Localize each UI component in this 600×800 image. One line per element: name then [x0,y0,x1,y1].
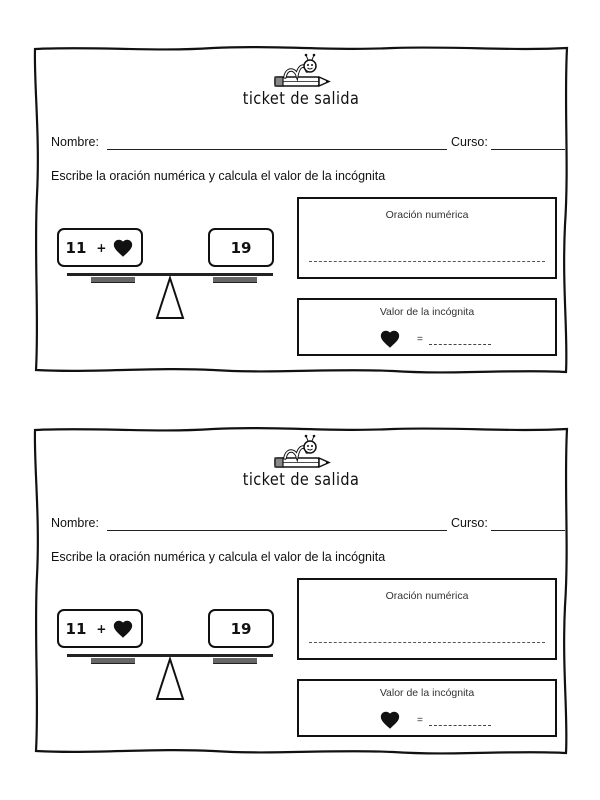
name-label: Nombre: [51,135,99,149]
course-field[interactable] [491,530,565,531]
name-field[interactable] [107,149,447,150]
course-label: Curso: [451,516,488,530]
course-field[interactable] [491,149,565,150]
ticket-title: ticket de salida [242,89,360,109]
scale-fulcrum [155,276,185,320]
pencil-worm-logo [269,53,339,89]
unknown-value-title: Valor de la incógnita [379,687,475,699]
name-course-row [51,514,551,534]
numeric-sentence-answer-line[interactable] [309,261,545,262]
equals-sign: = [417,334,423,345]
balance-scale [51,609,291,719]
name-course-row [51,133,551,153]
numeric-sentence-title: Oración numérica [385,209,469,221]
left-pan-expression [57,228,143,267]
left-number: 11 [65,238,87,257]
numeric-sentence-box [297,578,557,660]
exit-ticket [33,426,569,756]
instruction-text: Escribe la oración numérica y calcula el valor de la incógnita [51,169,386,183]
name-label: Nombre: [51,516,99,530]
right-number: 19 [230,238,252,257]
left-plate [91,658,135,664]
exit-ticket [33,45,569,375]
plus-operator: + [96,240,107,255]
right-plate [213,658,257,664]
left-number: 11 [65,619,87,638]
ticket-title: ticket de salida [242,470,360,490]
right-pan-value [208,228,274,267]
plus-operator: + [96,621,107,636]
scale-fulcrum [155,657,185,701]
course-label: Curso: [451,135,488,149]
unknown-value-box [297,298,557,356]
heart-icon [112,618,134,640]
balance-scale [51,228,291,338]
left-pan-expression [57,609,143,648]
equals-sign: = [417,715,423,726]
heart-icon [379,328,401,350]
unknown-value-box [297,679,557,737]
right-plate [213,277,257,283]
unknown-value-answer-line[interactable] [429,725,491,726]
left-plate [91,277,135,283]
numeric-sentence-answer-line[interactable] [309,642,545,643]
numeric-sentence-title: Oración numérica [385,590,469,602]
right-number: 19 [230,619,252,638]
heart-icon [379,709,401,731]
unknown-value-title: Valor de la incógnita [379,306,475,318]
right-pan-value [208,609,274,648]
pencil-worm-logo [269,434,339,470]
numeric-sentence-box [297,197,557,279]
instruction-text: Escribe la oración numérica y calcula el valor de la incógnita [51,550,386,564]
unknown-value-answer-line[interactable] [429,344,491,345]
heart-icon [112,237,134,259]
name-field[interactable] [107,530,447,531]
